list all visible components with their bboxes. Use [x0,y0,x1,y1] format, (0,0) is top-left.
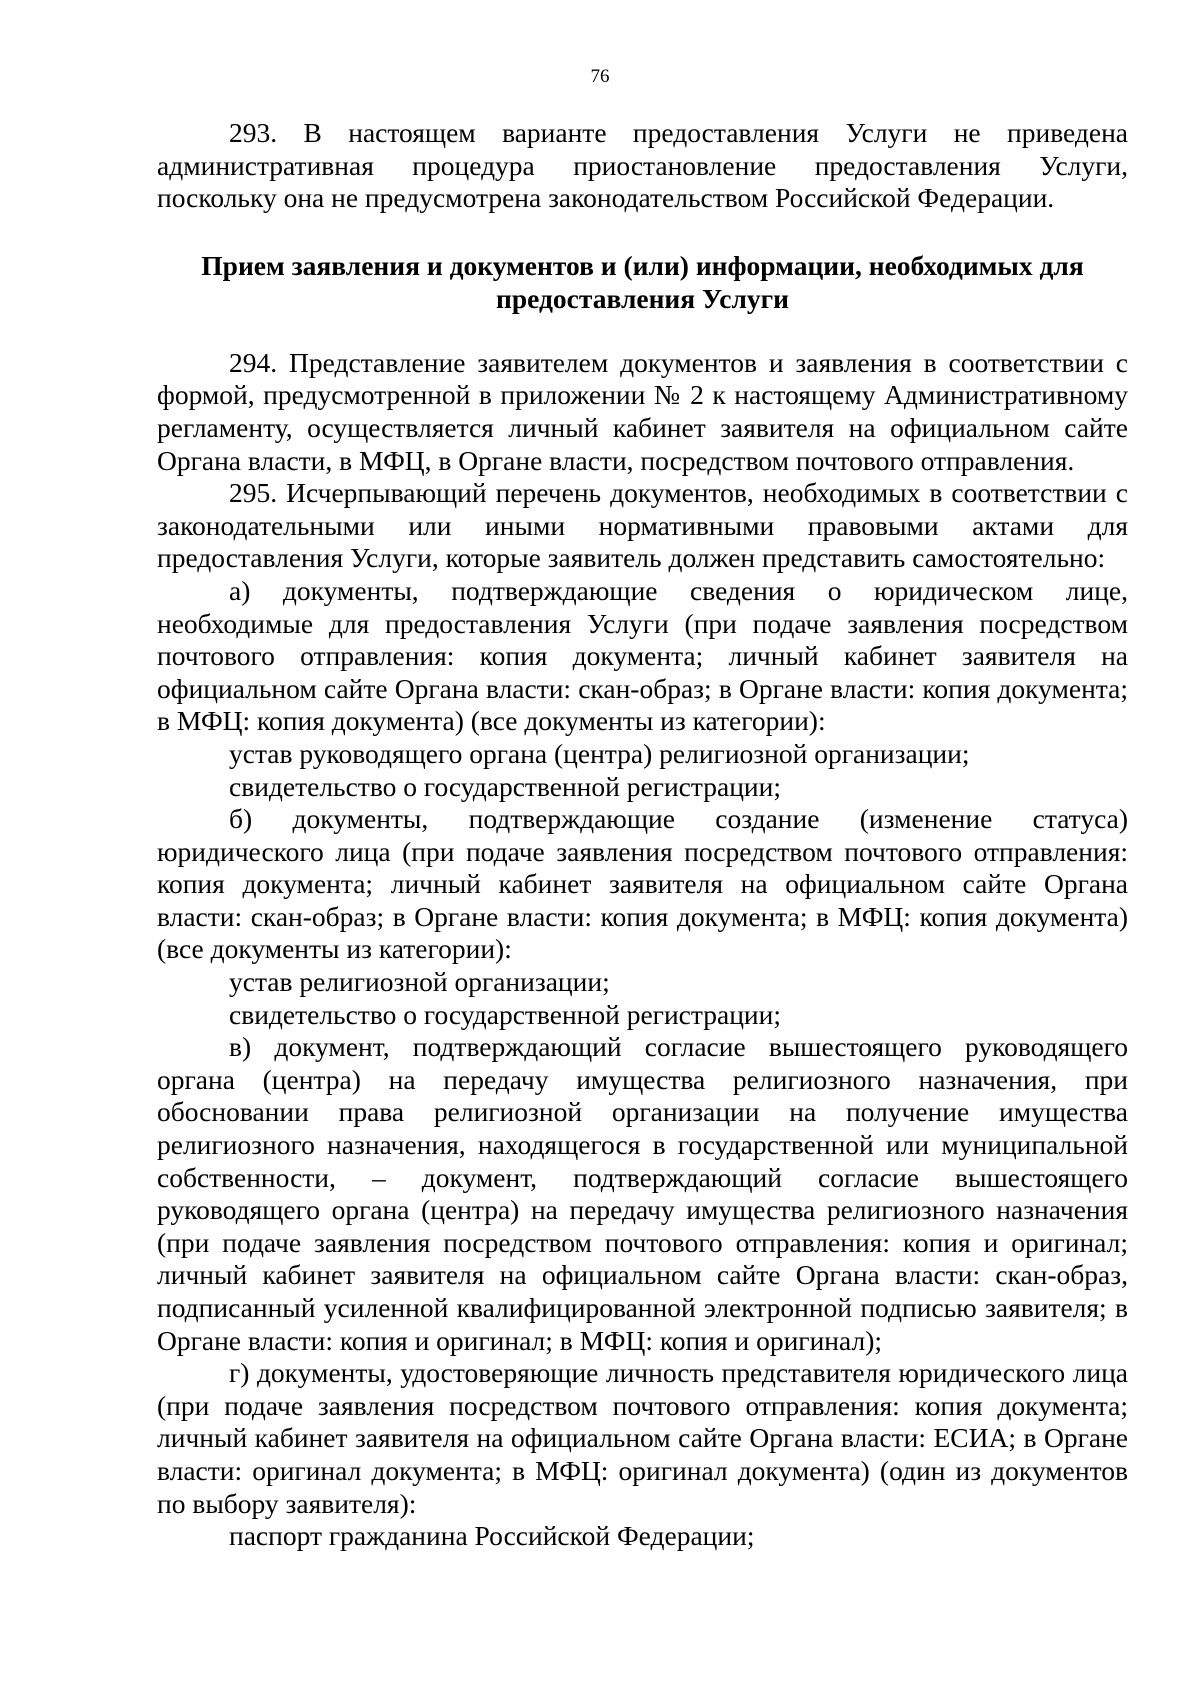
list-item-g-doc-1: паспорт гражданина Российской Федерации; [229,1520,755,1552]
list-item-v: в) документ, подтверждающий согласие вышестоящего руководящего органа (центра) на передачу имущества религиозного назначения, при обосновании права религиозной организации на получение имущества религиозного назначения, находящегося в государственной или муниципальной собственности, – документ, подтверждающий согласие вышестоящего руководящего органа (центра) на передачу имущества религиозного назначения (при подаче заявления посредством почтового отправления: копия и оригинал; личный кабинет заявителя на официальном сайте Органа власти: скан-образ, подписанный усиленной квалифицированной электронной подписью заявителя; в Органе власти: копия и оригинал; в МФЦ: копия и оригинал); [157,1031,1128,1356]
list-item-b-doc-2: свидетельство о государственной регистрации; [229,998,781,1030]
section-heading [157,249,1128,315]
document-body [157,117,1128,1553]
page-number: 76 [590,66,610,87]
paragraph-295: 295. Исчерпывающий перечень документов, необходимых в соответствии с законодательными или иными нормативными правовыми актами для предоставления Услуги, которые заявитель должен представить самостоятельно: [157,477,1128,574]
paragraph-293: 293. В настоящем варианте предоставления Услуги не приведена административная процедура приостановление предоставления Услуги, поскольку она не предусмотрена законодательством Российской Федерации. [157,117,1128,214]
list-item-a: а) документы, подтверждающие сведения о юридическом лице, необходимые для предоставления Услуги (при подаче заявления посредством почтового отправления: копия документа; личный кабинет заявителя на официальном сайте Органа власти: скан-образ; в Органе власти: копия документа; в МФЦ: копия документа) (все документы из категории): [157,574,1128,737]
list-item-a-doc-1: устав руководящего органа (центра) религиозной организации; [229,737,970,769]
section-heading-line-2: предоставления Услуги [496,282,789,314]
section-heading-line-1: Прием заявления и документов и (или) информации, необходимых для [201,249,1084,281]
list-item-b: б) документы, подтверждающие создание (изменение статуса) юридического лица (при подаче заявления посредством почтового отправления: копия документа; личный кабинет заявителя на официальном сайте Органа власти: скан-образ; в Органе власти: копия документа; в МФЦ: копия документа) (все документы из категории): [157,803,1128,965]
list-item-b-doc-1: устав религиозной организации; [229,966,610,998]
paragraph-294: 294. Представление заявителем документов и заявления в соответствии с формой, предусмотренной в приложении № 2 к настоящему Административному регламенту, осуществляется личный кабинет заявителя на официальном сайте Органа власти, в МФЦ, в Органе власти, посредством почтового отправления. [157,346,1128,476]
list-item-a-doc-2: свидетельство о государственной регистрации; [229,770,781,802]
list-item-g: г) документы, удостоверяющие личность представителя юридического лица (при подаче заявления посредством почтового отправления: копия документа; личный кабинет заявителя на официальном сайте Органа власти: ЕСИА; в Органе власти: оригинал документа; в МФЦ: оригинал документа) (один из документов по выбору заявителя): [157,1357,1128,1519]
